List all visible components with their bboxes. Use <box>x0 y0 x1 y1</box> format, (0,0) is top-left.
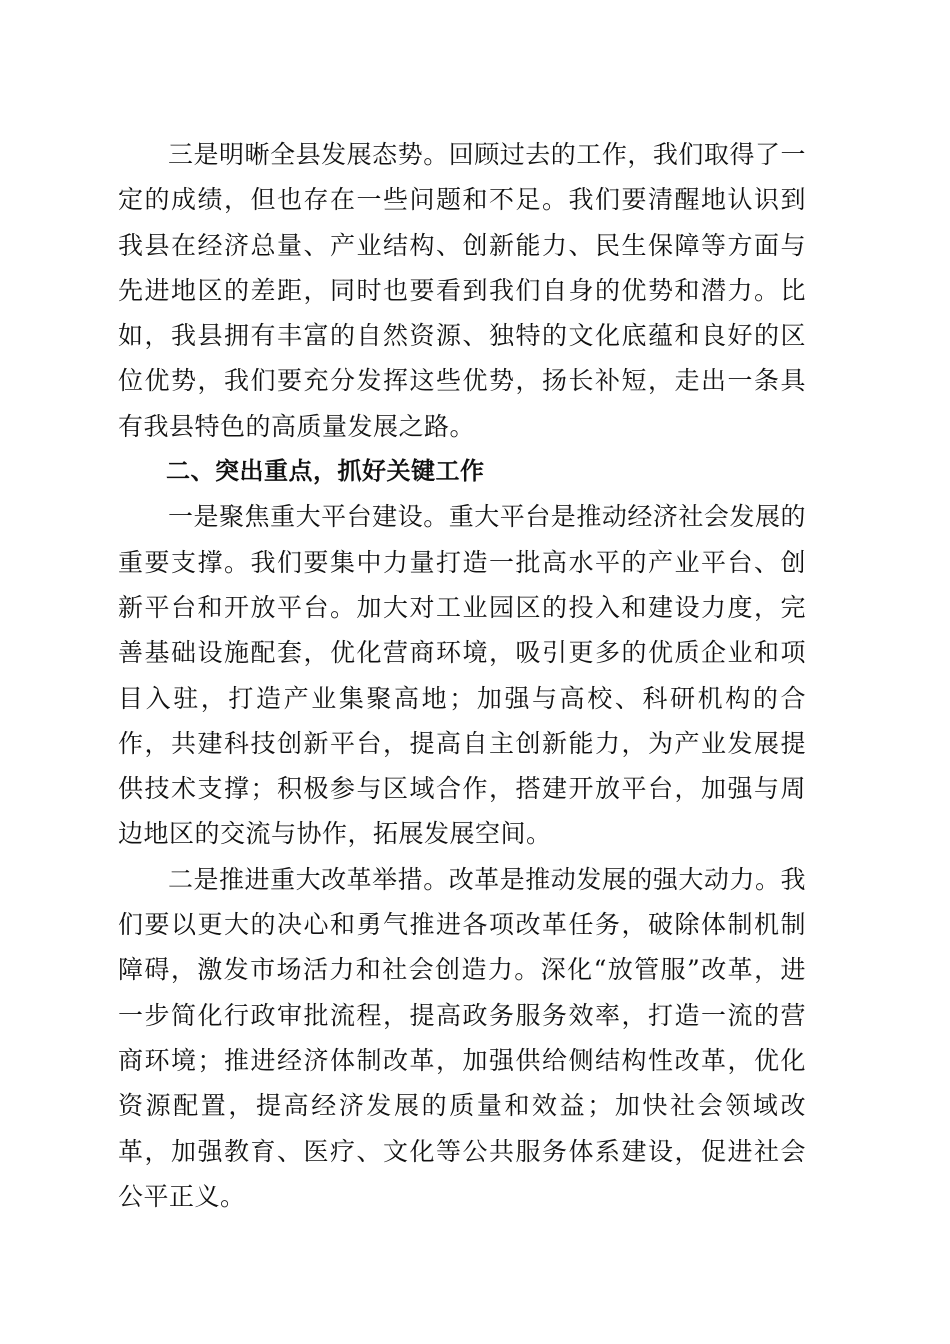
document-body <box>118 132 806 1219</box>
paragraph-major-reforms: 二是推进重大改革举措。改革是推动发展的强大动力。我们要以更大的决心和勇气推进各项改革任务，破除体制机制障碍，激发市场活力和社会创造力。深化“放管服”改革，进一步简化行政审批流程，提高政务服务效率，打造一流的营商环境；推进经济体制改革，加强供给侧结构性改革，优化资源配置，提高经济发展的质量和效益；加快社会领域改革，加强教育、医疗、文化等公共服务体系建设，促进社会公平正义。 <box>118 864 806 1211</box>
paragraph-major-platforms: 一是聚焦重大平台建设。重大平台是推动经济社会发展的重要支撑。我们要集中力量打造一批高水平的产业平台、创新平台和开放平台。加大对工业园区的投入和建设力度，完善基础设施配套，优化营商环境，吸引更多的优质企业和项目入驻，打造产业集聚高地；加强与高校、科研机构的合作，共建科技创新平台，提高自主创新能力，为产业发展提供技术支撑；积极参与区域合作，搭建开放平台，加强与周边地区的交流与协作，拓展发展空间。 <box>118 502 806 849</box>
paragraph-county-situation: 三是明晰全县发展态势。回顾过去的工作，我们取得了一定的成绩，但也存在一些问题和不足。我们要清醒地认识到我县在经济总量、产业结构、创新能力、民生保障等方面与先进地区的差距，同时也要看到我们自身的优势和潜力。比如，我县拥有丰富的自然资源、独特的文化底蕴和良好的区位优势，我们要充分发挥这些优势，扬长补短，走出一条具有我县特色的高质量发展之路。 <box>118 140 806 441</box>
section-heading-key-work: 二、突出重点，抓好关键工作 <box>166 457 485 486</box>
